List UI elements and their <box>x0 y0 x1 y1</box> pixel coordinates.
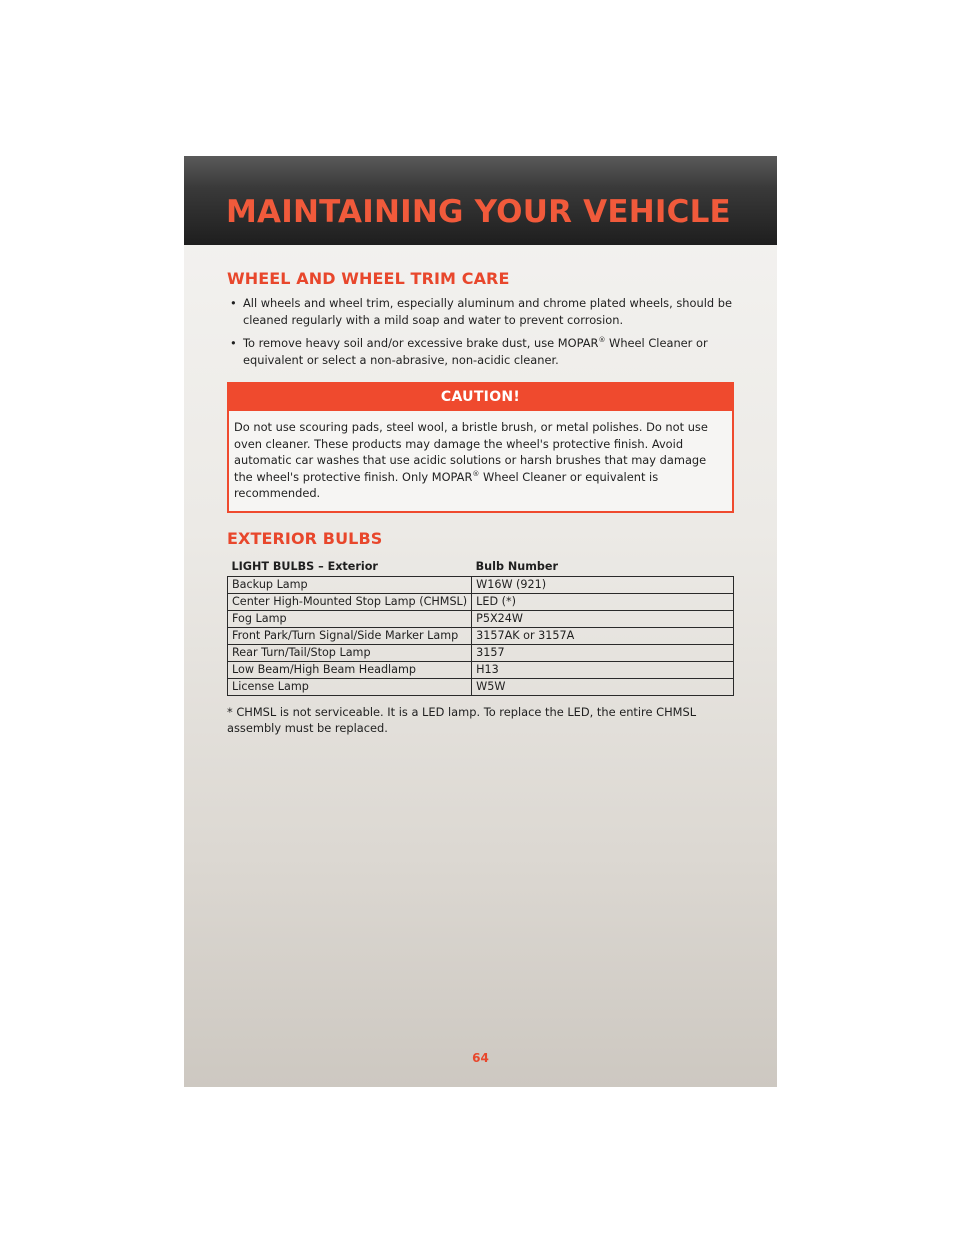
bulbs-table <box>227 558 734 696</box>
table-row <box>228 678 734 695</box>
table-row <box>228 593 734 610</box>
table-cell-bulb: W5W <box>472 678 734 695</box>
list-item-text: To remove heavy soil and/or excessive brake dust, use MOPAR <box>243 336 599 350</box>
chmsl-note: * CHMSL is not serviceable. It is a LED lamp. To replace the LED, the entire CHMSL assembly must be replaced. <box>227 704 697 735</box>
caution-box <box>227 382 734 513</box>
table-cell-lamp: Low Beam/High Beam Headlamp <box>228 661 472 678</box>
table-cell-bulb: H13 <box>472 661 734 678</box>
table-row <box>228 661 734 678</box>
table-row <box>228 627 734 644</box>
caution-heading: CAUTION! <box>229 384 732 411</box>
table-cell-lamp: Fog Lamp <box>228 610 472 627</box>
section-title-wheel-care: WHEEL AND WHEEL TRIM CARE <box>227 269 510 288</box>
caution-text <box>229 411 732 511</box>
table-row <box>228 644 734 661</box>
table-header-light-bulbs: LIGHT BULBS – Exterior <box>228 558 472 577</box>
list-item-text-cont: Wheel Cleaner or equivalent or select a non-abrasive, non-acidic cleaner. <box>243 336 708 367</box>
table-cell-bulb: 3157AK or 3157A <box>472 627 734 644</box>
table-cell-lamp: Backup Lamp <box>228 576 472 593</box>
page-content <box>227 269 735 737</box>
table-header-row <box>228 558 734 577</box>
section-title-exterior-bulbs: EXTERIOR BULBS <box>227 528 383 548</box>
table-header-bulb-number: Bulb Number <box>472 558 734 577</box>
table-cell-lamp: Center High-Mounted Stop Lamp (CHMSL) <box>228 593 472 610</box>
table-cell-bulb: W16W (921) <box>472 576 734 593</box>
list-item <box>227 295 735 329</box>
caution-text-part: Do not use scouring pads, steel wool, a bristle brush, or metal polishes. Do not use oven cleaner. These products may damage the wheel's protective finish. Avoid automatic car washes that use acidic solutions or harsh brushes that may damage the wheel's protective finish. Only MOPAR <box>234 420 708 484</box>
table-row <box>228 610 734 627</box>
table-cell-bulb: P5X24W <box>472 610 734 627</box>
table-cell-lamp: License Lamp <box>228 678 472 695</box>
table-cell-lamp: Front Park/Turn Signal/Side Marker Lamp <box>228 627 472 644</box>
list-item <box>227 335 735 369</box>
list-item-text: All wheels and wheel trim, especially aluminum and chrome plated wheels, should be cleaned regularly with a mild soap and water to prevent corrosion. <box>243 296 732 327</box>
page-title: MAINTAINING YOUR VEHICLE <box>226 194 731 230</box>
bullet-icon: • <box>230 296 237 310</box>
wheel-care-list <box>227 295 735 369</box>
registered-mark: ® <box>598 336 606 345</box>
table-cell-bulb: 3157 <box>472 644 734 661</box>
table-row <box>228 576 734 593</box>
registered-mark: ® <box>472 469 480 478</box>
bullet-icon: • <box>230 336 237 350</box>
caution-text-part-cont: Wheel Cleaner or equivalent is recommended. <box>234 469 659 500</box>
manual-page <box>184 156 777 1087</box>
table-cell-lamp: Rear Turn/Tail/Stop Lamp <box>228 644 472 661</box>
table-cell-bulb: LED (*) <box>472 593 734 610</box>
page-number: 64 <box>472 1051 489 1065</box>
page-header <box>184 156 777 245</box>
